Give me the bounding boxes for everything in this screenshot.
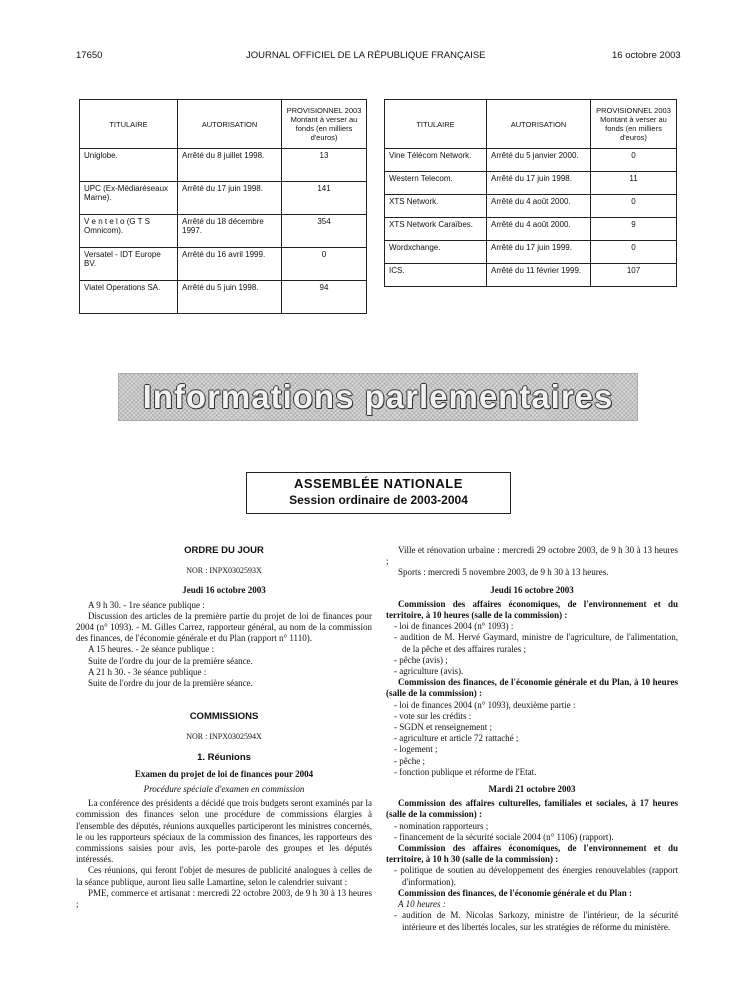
list-item: - financement de la sécurité sociale 2004 (n° 1106) (rapport). bbox=[394, 831, 614, 842]
cell-titulaire: Vine Télécom Network. bbox=[385, 149, 487, 172]
list-item: - pêche (avis) ; bbox=[394, 654, 448, 665]
table-row bbox=[385, 149, 677, 172]
cell-autorisation: Arrêté du 18 décembre 1997. bbox=[178, 215, 282, 248]
schedule-sports: Sports : mercredi 5 novembre 2003, de 9 h 30 à 13 heures. bbox=[398, 567, 609, 578]
table-row bbox=[80, 248, 367, 281]
cell-autorisation: Arrêté du 8 juillet 1998. bbox=[178, 149, 282, 182]
session-2-heading: A 15 heures. - 2e séance publique : bbox=[88, 644, 214, 655]
cell-montant: 94 bbox=[282, 281, 367, 314]
list-item: - nomination rapporteurs ; bbox=[394, 820, 489, 831]
cell-titulaire: Western Telecom. bbox=[385, 172, 487, 195]
schedule-ville: Ville et rénovation urbaine : mercredi 29 octobre 2003, de 9 h 30 à 13 heures ; bbox=[386, 545, 678, 567]
table-row bbox=[80, 149, 367, 182]
day-heading: Jeudi 16 octobre 2003 bbox=[182, 585, 266, 596]
issue-date: 16 octobre 2003 bbox=[612, 50, 681, 61]
list-item: - loi de finances 2004 (n° 1093), deuxième partie : bbox=[394, 699, 576, 710]
commission-3-heading: Commission des affaires culturelles, familiales et sociales, à 17 heures (salle de la commission) : bbox=[386, 798, 678, 820]
contributions-table-right bbox=[384, 99, 677, 287]
cell-montant: 11 bbox=[591, 172, 677, 195]
cell-titulaire: Viatel Operations SA. bbox=[80, 281, 178, 314]
nor-code-2: NOR : INPX0302594X bbox=[186, 732, 262, 742]
table-row bbox=[385, 241, 677, 264]
commission-5-time: A 10 heures : bbox=[398, 899, 446, 910]
cell-titulaire: Versatel - IDT Europe BV. bbox=[80, 248, 178, 281]
list-item: - pêche ; bbox=[394, 755, 425, 766]
commission-4-heading: Commission des affaires économiques, de l'environnement et du territoire, à 10 h 30 (salle de la commission) : bbox=[386, 843, 678, 865]
table-row bbox=[385, 195, 677, 218]
right-column bbox=[386, 545, 678, 933]
cell-titulaire: XTS Network. bbox=[385, 195, 487, 218]
procedure-heading: Procédure spéciale d'examen en commission bbox=[143, 784, 305, 795]
assembly-box bbox=[246, 472, 511, 514]
section-banner bbox=[118, 373, 638, 421]
list-item: - agriculture (avis). bbox=[394, 666, 464, 677]
page-number: 17650 bbox=[76, 50, 103, 61]
cell-titulaire: V e n t e l o (G T S Omnicom). bbox=[80, 215, 178, 248]
cell-titulaire: UPC (Ex-Médiaréseaux Marne). bbox=[80, 182, 178, 215]
list-item: - vote sur les crédits : bbox=[394, 710, 472, 721]
cell-montant: 0 bbox=[591, 195, 677, 218]
table-row bbox=[385, 172, 677, 195]
table-header-row bbox=[80, 100, 367, 149]
session-3-heading: A 21 h 30. - 3e séance publique : bbox=[88, 666, 207, 677]
commission-2-heading: Commission des finances, de l'économie générale et du Plan, à 10 heures (salle de la commission) : bbox=[386, 677, 678, 699]
cell-montant: 141 bbox=[282, 182, 367, 215]
cell-autorisation: Arrêté du 4 août 2000. bbox=[487, 218, 591, 241]
commission-3-items bbox=[386, 821, 678, 843]
session-1-body: Discussion des articles de la première partie du projet de loi de finances pour 2004 (n° 1093). - M. Gilles Carrez, rapporteur général, au nom de la commission des finances, de l'économie générale et du Plan (rapport n° 1110). bbox=[76, 610, 372, 644]
schedule-pme: PME, commerce et artisanat : mercredi 22 octobre 2003, de 9 h 30 à 13 heures ; bbox=[76, 887, 372, 910]
session-3-body: Suite de l'ordre du jour de la première séance. bbox=[88, 678, 253, 689]
cell-titulaire: XTS Network Caraïbes. bbox=[385, 218, 487, 241]
cell-autorisation: Arrêté du 11 février 1999. bbox=[487, 264, 591, 287]
commission-1-heading: Commission des affaires économiques, de l'environnement et du territoire, à 10 heures (salle de la commission) : bbox=[386, 598, 678, 621]
commission-1-items bbox=[386, 621, 678, 677]
cell-autorisation: Arrêté du 16 avril 1999. bbox=[178, 248, 282, 281]
session-1-heading: A 9 h 30. - 1re séance publique : bbox=[88, 599, 205, 610]
reunions-heading: 1. Réunions bbox=[197, 751, 251, 763]
contributions-table-left bbox=[79, 99, 367, 314]
cell-montant: 9 bbox=[591, 218, 677, 241]
header-provisionnel: PROVISIONNEL 2003 Montant à verser au fonds (en milliers d'euros) bbox=[282, 100, 367, 149]
header-titulaire: TITULAIRE bbox=[80, 100, 178, 149]
left-column bbox=[76, 545, 372, 910]
session-name: Session ordinaire de 2003-2004 bbox=[289, 493, 468, 507]
journal-title: JOURNAL OFFICIEL DE LA RÉPUBLIQUE FRANÇAISE bbox=[246, 50, 486, 61]
header-titulaire: TITULAIRE bbox=[385, 100, 487, 149]
cell-montant: 0 bbox=[591, 149, 677, 172]
assembly-name: ASSEMBLÉE NATIONALE bbox=[294, 476, 463, 491]
cell-titulaire: ICS. bbox=[385, 264, 487, 287]
commission-2-items bbox=[386, 700, 678, 778]
banner-title: Informations parlementaires bbox=[142, 378, 614, 415]
cell-autorisation: Arrêté du 17 juin 1998. bbox=[487, 172, 591, 195]
ordre-title: ORDRE DU JOUR bbox=[184, 545, 264, 556]
cell-montant: 0 bbox=[591, 241, 677, 264]
examen-heading: Examen du projet de loi de finances pour 2004 bbox=[134, 768, 314, 779]
cell-autorisation: Arrêté du 17 juin 1999. bbox=[487, 241, 591, 264]
table-row bbox=[80, 281, 367, 314]
cell-titulaire: Uniglobe. bbox=[80, 149, 178, 182]
commission-5-heading: Commission des finances, de l'économie générale et du Plan : bbox=[398, 887, 632, 898]
commissions-title: COMMISSIONS bbox=[189, 711, 259, 723]
table-row bbox=[80, 182, 367, 215]
list-item: - SGDN et renseignement ; bbox=[394, 722, 492, 733]
paragraph-conference: La conférence des présidents a décidé que trois budgets seront examinés par la commission des finances selon une procédure de commissions élargies à l'ensemble des députés, réunions auxquelles participeront les ministres concernés, le ou les rapporteurs spéciaux de la commission des finances, les rapporteurs des commissions saisies pour avis, les porte-parole des groupes et les députés intéressés. bbox=[76, 798, 372, 865]
list-item: - loi de finances 2004 (n° 1093) : bbox=[394, 621, 514, 632]
cell-autorisation: Arrêté du 5 janvier 2000. bbox=[487, 149, 591, 172]
list-item: - audition de M. Nicolas Sarkozy, ministre de l'intérieur, de la sécurité intérieure et des libertés locales, sur les stratégies de réforme du ministère. bbox=[394, 910, 678, 932]
table-row bbox=[385, 264, 677, 287]
cell-montant: 354 bbox=[282, 215, 367, 248]
header-autorisation: AUTORISATION bbox=[178, 100, 282, 149]
paragraph-reunions: Ces réunions, qui feront l'objet de mesures de publicité analogues à celles de la séance publique, auront lieu salle Lamartine, selon le calendrier suivant : bbox=[76, 865, 372, 887]
commission-5-items bbox=[386, 910, 678, 932]
header-autorisation: AUTORISATION bbox=[487, 100, 591, 149]
cell-montant: 13 bbox=[282, 149, 367, 182]
list-item: - politique de soutien au développement des énergies renouvelables (rapport d'information). bbox=[394, 865, 678, 887]
cell-autorisation: Arrêté du 17 juin 1998. bbox=[178, 182, 282, 215]
session-2-body: Suite de l'ordre du jour de la première séance. bbox=[88, 655, 253, 666]
list-item: - fonction publique et réforme de l'Etat. bbox=[394, 766, 537, 777]
nor-code-1: NOR : INPX0302593X bbox=[186, 566, 262, 576]
cell-autorisation: Arrêté du 4 août 2000. bbox=[487, 195, 591, 218]
header-provisionnel: PROVISIONNEL 2003 Montant à verser au fonds (en milliers d'euros) bbox=[591, 100, 677, 149]
cell-montant: 0 bbox=[282, 248, 367, 281]
commission-4-items bbox=[386, 865, 678, 887]
cell-montant: 107 bbox=[591, 264, 677, 287]
table-header-row bbox=[385, 100, 677, 149]
list-item: - audition de M. Hervé Gaymard, ministre de l'agriculture, de l'alimentation, de la pêche et des affaires rurales ; bbox=[394, 632, 678, 654]
list-item: - logement ; bbox=[394, 744, 438, 755]
day-heading-mardi: Mardi 21 octobre 2003 bbox=[488, 784, 576, 795]
list-item: - agriculture et article 72 rattaché ; bbox=[394, 733, 519, 744]
table-row bbox=[385, 218, 677, 241]
table-row bbox=[80, 215, 367, 248]
cell-autorisation: Arrêté du 5 juin 1998. bbox=[178, 281, 282, 314]
day-heading-jeudi: Jeudi 16 octobre 2003 bbox=[490, 584, 574, 595]
cell-titulaire: Wordxchange. bbox=[385, 241, 487, 264]
